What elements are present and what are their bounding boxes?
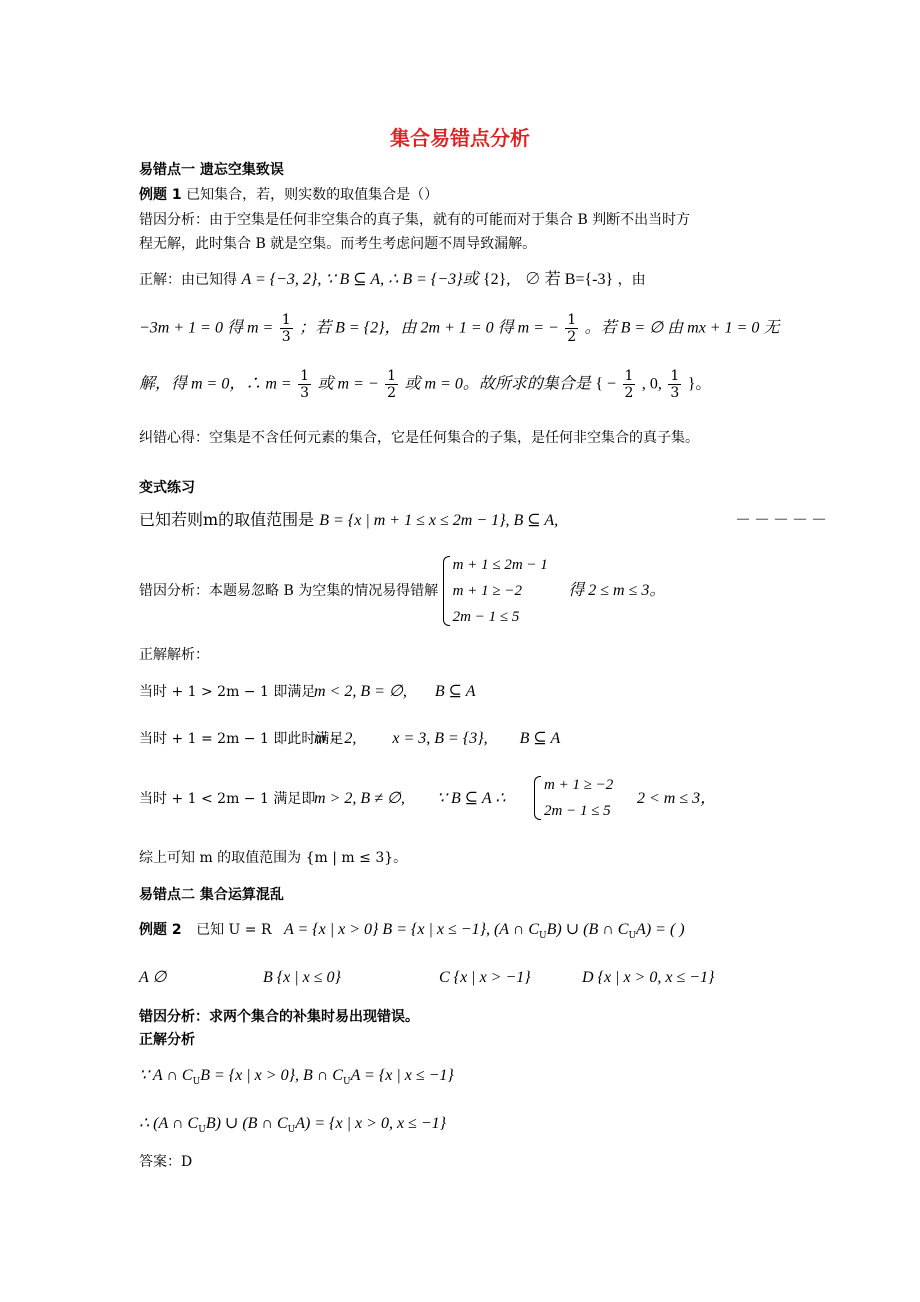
solution-label: 正解：由已知得 <box>139 272 237 288</box>
case3-text: 当时 + 1 < 2m − 1 满足即 <box>139 791 316 807</box>
solution-math3: ∅ 若 B={-3} <box>524 271 614 288</box>
step1-a: ∵ A ∩ C <box>139 1067 193 1084</box>
variant-error-end: 得 2 ≤ m ≤ 3。 <box>568 582 666 599</box>
case3-system: m + 1 ≥ −2 2m − 1 ≤ 5 <box>534 772 613 824</box>
case1-text: 当时 + 1 > 2m − 1 即满足 <box>139 684 316 700</box>
step1-b: B = {x | x > 0}, B ∩ C <box>200 1067 343 1084</box>
math-c1: 解，得 m = 0，∴ m = <box>139 375 292 393</box>
sub-u-5: U <box>198 1124 206 1135</box>
section2-error: 错因分析：求两个集合的补集时易出现错误。 <box>139 1009 419 1025</box>
example2-text: 已知 U = R <box>196 922 272 938</box>
option-d: D {x | x > 0, x ≤ −1} <box>582 969 715 986</box>
case1 <box>139 682 476 702</box>
sub-u: U <box>539 930 547 941</box>
error-analysis-line2: 程无解，此时集合 B 就是空集。而考生考虑问题不周导致漏解。 <box>139 236 537 252</box>
math-b1: −3m + 1 = 0 得 m = <box>139 319 274 337</box>
fraction-one-half: $\frac{1}{2}$ <box>567 312 577 345</box>
answer: 答案：D <box>139 1154 193 1170</box>
sub-u-3: U <box>192 1076 201 1087</box>
variant-question-text: 已知若则m的取值范围是 <box>139 510 315 529</box>
example1-text: 已知集合，若，则实数的取值集合是（） <box>186 187 439 203</box>
section2-heading: 易错点二 集合运算混乱 <box>139 887 284 903</box>
sub-u-6: U <box>287 1124 296 1135</box>
case1-math: m < 2, B = ∅, B ⊆ A <box>314 683 476 700</box>
math-c5: , 0, <box>641 375 662 393</box>
variant-solution-heading: 正解解析： <box>139 647 209 663</box>
variant-question <box>139 510 831 531</box>
math-b3: 。若 B = ∅ 由 mx + 1 = 0 无 <box>584 319 780 337</box>
variant-error-analysis <box>139 552 665 632</box>
step2-a: ∴ (A ∩ C <box>139 1115 199 1132</box>
section1-heading: 易错点一 遗忘空集致误 <box>139 162 284 178</box>
case2-math: m = 2, x = 3, B = {3}, B ⊆ A <box>314 730 561 747</box>
example2-math2: B) ∪ (B ∩ C <box>546 921 629 938</box>
error-analysis-line1: 错因分析：由于空集是任何非空集合的真子集，就有的可能而对于集合 B 判断不出当时方 <box>139 212 691 228</box>
sub-u-4: U <box>342 1076 351 1087</box>
math-c3: 或 m = 0。故所求的集合是 <box>404 375 591 393</box>
fraction-one-half-3: $\frac{1}{2}$ <box>624 368 634 401</box>
sub-u-2: U <box>628 930 637 941</box>
fraction-one-third: $\frac{1}{3}$ <box>281 312 291 345</box>
solution-line3 <box>139 368 711 401</box>
solution-end: ，由 <box>617 272 646 288</box>
fraction-one-third-3: $\frac{1}{3}$ <box>670 368 680 401</box>
solution-line2 <box>139 312 779 345</box>
example1 <box>139 185 438 205</box>
case2-text: 当时 + 1 = 2m − 1 即此时满足 <box>139 731 344 747</box>
example2-math: A = {x | x > 0} B = {x | x ≤ −1}, (A ∩ C <box>283 921 540 938</box>
wrong-system: m + 1 ≤ 2m − 1 m + 1 ≥ −2 2m − 1 ≤ 5 <box>443 552 548 630</box>
math-c6: }。 <box>687 375 712 393</box>
solution-line1 <box>139 270 646 290</box>
section2-solution-heading: 正解分析 <box>139 1032 195 1048</box>
fraction-one-third-2: $\frac{1}{3}$ <box>300 368 310 401</box>
variant-summary: 综上可知 m 的取值范围为 {m | m ≤ 3}。 <box>139 850 408 866</box>
solution-math1: A = {−3, 2}, ∵ B ⊆ A, ∴ B = {−3}或 <box>241 271 479 288</box>
example1-label: 例题 1 <box>139 187 182 203</box>
section2-step1 <box>139 1066 454 1092</box>
option-a: A ∅ <box>139 969 167 986</box>
step2-c: A) = {x | x > 0, x ≤ −1} <box>295 1115 447 1132</box>
correction-tip: 纠错心得：空集是不含任何元素的集合，它是任何集合的子集，是任何非空集合的真子集。 <box>139 430 699 446</box>
math-b2: ；若 B = {2}，由 2m + 1 = 0 得 m = − <box>299 319 559 337</box>
step1-c: A = {x | x ≤ −1} <box>350 1067 454 1084</box>
option-b: B {x | x ≤ 0} <box>263 969 341 986</box>
step2-b: B) ∪ (B ∩ C <box>205 1115 288 1132</box>
math-c2: 或 m = − <box>317 375 379 393</box>
option-c: C {x | x > −1} <box>439 969 531 986</box>
example2-label: 例题 2 <box>139 922 182 938</box>
example2 <box>139 920 685 946</box>
case2 <box>139 729 561 749</box>
variant-error-text: 错因分析：本题易忽略 B 为空集的情况易得错解 <box>139 583 439 599</box>
example2-math3: A) = ( ) <box>636 921 685 938</box>
variant-question-math: B = {x | m + 1 ≤ x ≤ 2m − 1}, B ⊆ A, <box>319 512 559 529</box>
section2-step2 <box>139 1114 446 1140</box>
math-c4: { − <box>595 375 617 393</box>
case3-math: m > 2, B ≠ ∅, ∵ B ⊆ A ∴ <box>314 790 506 807</box>
variant-heading: 变式练习 <box>139 480 195 496</box>
answer-blank: －－－－－ <box>735 510 831 529</box>
page-title: 集合易错点分析 <box>390 126 530 150</box>
solution-math2: {2}, <box>482 271 511 288</box>
case3-end: 2 < m ≤ 3， <box>637 790 717 807</box>
fraction-one-half-2: $\frac{1}{2}$ <box>387 368 397 401</box>
